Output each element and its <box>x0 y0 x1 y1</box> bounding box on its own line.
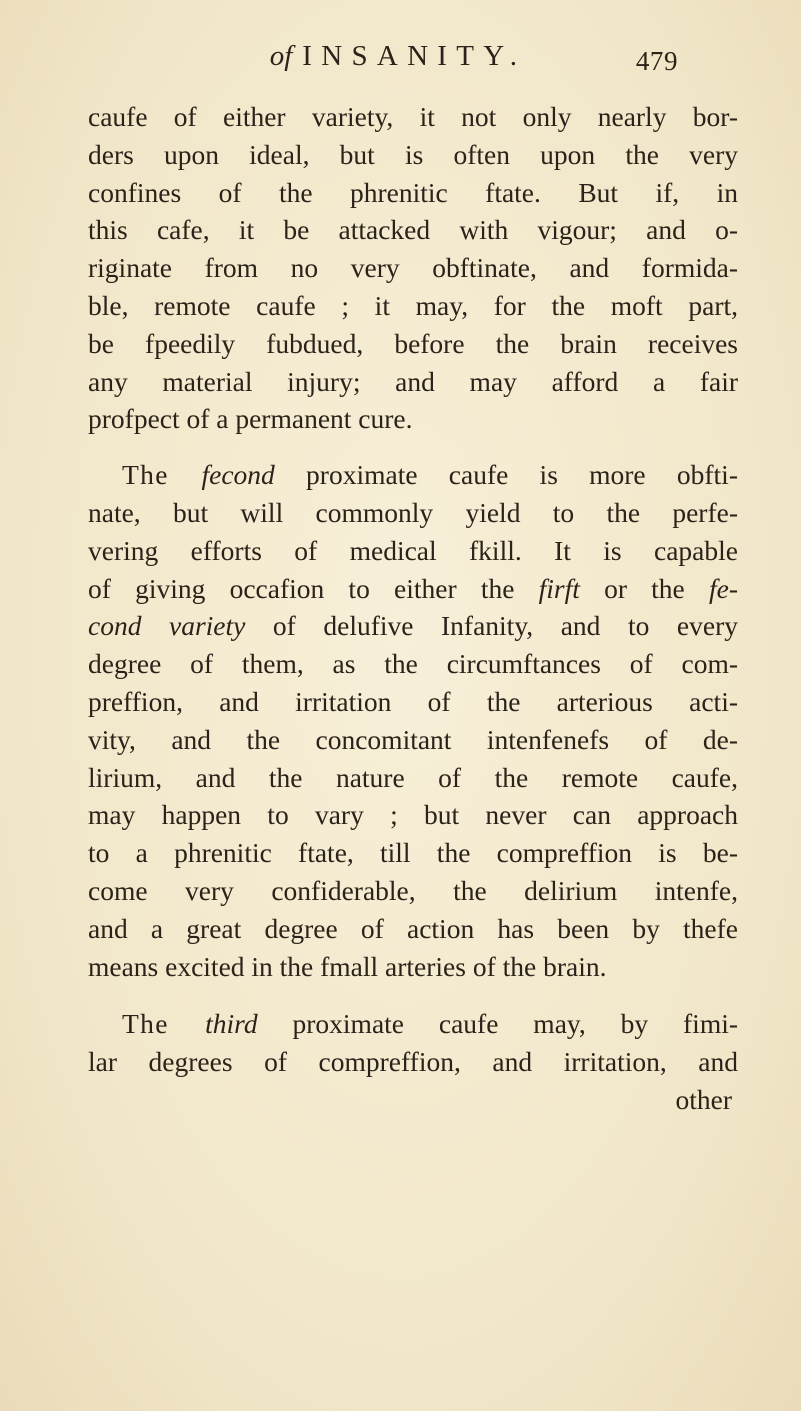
text-line: cond variety of delufive Infanity, and to every <box>88 610 738 642</box>
text-line: preffion, and irritation of the arterious acti- <box>88 685 738 717</box>
running-head <box>118 40 678 73</box>
text-line: riginate from no very obftinate, and formida- <box>88 252 738 284</box>
text-line: caufe of either variety, it not only nearly bor- <box>88 101 738 132</box>
text-line: any material injury; and may afford a fair <box>88 365 738 397</box>
text-line: The third proximate caufe may, by fimi- <box>122 1008 739 1040</box>
text-line: means excited in the fmall arteries of the brain. <box>88 950 607 982</box>
text-line: be fpeedily fubdued, before the brain receives <box>88 327 738 359</box>
body-text <box>88 98 738 1119</box>
paragraph-2 <box>88 456 738 985</box>
text-line: profpect of a permanent cure. <box>88 403 413 435</box>
page-header <box>118 40 678 90</box>
page-number: 479 <box>635 46 678 76</box>
text-line: and a great degree of action has been by thefe <box>88 912 738 944</box>
text-line: ble, remote caufe ; it may, for the moft part, <box>88 289 738 321</box>
text-line: vity, and the concomitant intenfenefs of de- <box>88 723 738 755</box>
text-line: come very confiderable, the delirium intenfe, <box>88 874 738 906</box>
text-line: this cafe, it be attacked with vigour; and o- <box>88 214 738 246</box>
text-line: ders upon ideal, but is often upon the very <box>88 138 738 170</box>
running-head-of: of <box>269 40 293 72</box>
text-line: The fecond proximate caufe is more obfti- <box>122 459 738 491</box>
text-line: lar degrees of compreffion, and irritation, and <box>88 1046 738 1078</box>
text-line: of giving occafion to either the firft or the fe- <box>88 572 738 604</box>
text-line: degree of them, as the circumftances of com- <box>88 648 738 680</box>
text-line: may happen to vary ; but never can approach <box>88 799 738 831</box>
paragraph-gap <box>88 985 738 1005</box>
running-head-title: INSANITY. <box>302 40 527 72</box>
text-line: vering efforts of medical fkill. It is capable <box>88 534 738 566</box>
text-line: confines of the phrenitic ftate. But if, in <box>88 176 738 208</box>
text-line: nate, but will commonly yield to the perfe- <box>88 496 738 528</box>
text-line: to a phrenitic ftate, till the compreffion is be- <box>88 837 738 869</box>
paragraph-1 <box>88 98 738 438</box>
paragraph-3 <box>88 1005 738 1118</box>
paragraph-gap <box>88 438 738 456</box>
text-line: lirium, and the nature of the remote caufe, <box>88 761 738 793</box>
catchword: other <box>675 1083 732 1115</box>
